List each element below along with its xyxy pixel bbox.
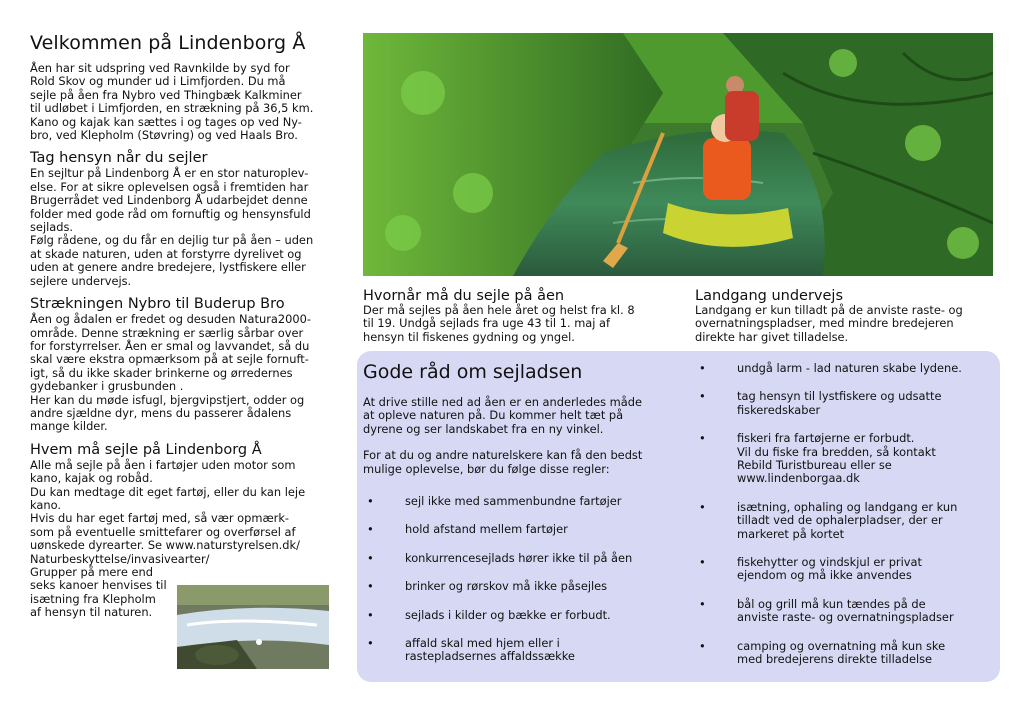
rule-text-line: undgå larm - lad naturen skabe lydene. <box>737 361 962 375</box>
text-line: Hvis du har eget fartøj med, så vær opmærk- <box>30 511 290 526</box>
text-line: Alle må sejle på åen i fartøjer uden motor som <box>30 457 296 472</box>
rule-text-line: Vil du fiske fra bredden, så kontakt <box>737 444 936 459</box>
rule-text-line: fiskeri fra fartøjerne er forbudt. <box>737 431 915 446</box>
text-line: En sejltur på Lindenborg Å er en stor naturoplev- <box>30 166 309 181</box>
rule-text-line: www.lindenborgaa.dk <box>737 471 860 486</box>
advice-intro-paragraph <box>363 396 663 436</box>
advice-intro-paragraph <box>363 449 663 476</box>
text-line: Følg rådene, og du får en dejlig tur på åen – uden <box>30 233 314 248</box>
text-line: at skade naturen, uden at forstyrre dyrelivet og <box>30 246 302 261</box>
canoe-photo <box>363 33 993 276</box>
rule-text-line: sejlads i kilder og bække er forbudt. <box>405 607 611 622</box>
text-line: kano. <box>30 497 61 512</box>
rule-text-line: hold afstand mellem fartøjer <box>405 522 568 537</box>
text-line: seks kanoer henvises til <box>30 578 167 593</box>
text-line: Brugerrådet ved Lindenborg Å udarbejdet denne <box>30 193 308 208</box>
text-line: direkte har givet tilladelse. <box>695 329 849 344</box>
rule-item <box>699 389 992 417</box>
text-line: Åen har sit udspring ved Ravnkilde by syd for <box>30 61 290 75</box>
rule-text-line: affald skal med hjem eller i <box>405 636 560 651</box>
text-line: som på eventuelle smittefarer og overførsel af <box>30 524 296 539</box>
text-line: andre sjældne dyr, mens du passerer ådalens <box>30 405 292 420</box>
rule-text-line: fiskeredskaber <box>737 402 821 417</box>
left-sections <box>30 150 342 619</box>
rules-list-left <box>367 494 665 679</box>
rule-text-line: bål og grill må kun tændes på de <box>737 596 926 611</box>
rule-item <box>699 361 992 375</box>
text-line: Der må sejles på åen hele året og helst fra kl. 8 <box>363 303 635 317</box>
rule-text-line: markeret på kortet <box>737 526 845 541</box>
when-to-sail-section <box>363 288 683 344</box>
text-line: At drive stille ned ad åen er en anderledes måde <box>363 395 642 409</box>
page-title: Velkommen på Lindenborg Å <box>30 32 306 54</box>
rule-item <box>367 636 665 664</box>
text-line: folder med gode råd om fornuftig og hensynsfuld <box>30 206 311 221</box>
text-line: til 19. Undgå sejlads fra uge 43 til 1. maj af <box>363 316 611 331</box>
rule-text-line: konkurrencesejlads hører ikke til på åen <box>405 550 633 565</box>
section-heading: Strækningen Nybro til Buderup Bro <box>30 296 285 313</box>
left-section <box>30 296 342 434</box>
section-text <box>30 313 342 434</box>
bullet-icon: • <box>367 494 374 508</box>
section-text <box>30 167 342 288</box>
rule-item <box>699 596 992 625</box>
text-line: sejle på åen fra Nybro ved Thingbæk Kalkminer <box>30 87 302 102</box>
rule-text-line: sejl ikke med sammenbundne fartøjer <box>405 494 622 508</box>
rules-list-right <box>699 361 992 682</box>
text-line: at opleve naturen på. Du kommer helt tæt på <box>363 408 624 423</box>
text-line: hensyn til fiskenes gydning og yngel. <box>363 329 575 344</box>
text-line: Naturbeskyttelse/invasivearter/ <box>30 551 210 566</box>
text-line: For at du og andre naturelskere kan få den bedst <box>363 448 643 463</box>
bullet-icon: • <box>367 550 374 565</box>
text-line: overnatningspladser, med mindre bredejeren <box>695 316 954 331</box>
rule-item <box>367 522 665 537</box>
text-line: Kano og kajak kan sættes i og tages op ved Ny- <box>30 114 302 129</box>
text-line: Åen og ådalen er fredet og desuden Natura2000- <box>30 312 311 327</box>
bullet-icon: • <box>699 361 706 375</box>
rule-item <box>367 607 665 622</box>
text-line: gydebanker i grusbunden . <box>30 379 184 394</box>
when-to-sail-text <box>363 304 683 344</box>
rule-text-line: med bredejerens direkte tilladelse <box>737 652 933 667</box>
left-column <box>30 32 342 628</box>
text-line: Rold Skov og munder ud i Limfjorden. Du må <box>30 74 286 89</box>
rule-text-line: rastepladsernes affaldssække <box>405 649 575 664</box>
text-line: Landgang er kun tilladt på de anviste raste- og <box>695 303 963 317</box>
rule-item <box>699 555 992 583</box>
landing-text <box>695 304 995 344</box>
bullet-icon: • <box>699 389 706 404</box>
when-to-sail-heading: Hvornår må du sejle på åen <box>363 288 565 304</box>
text-line: for forstyrrelser. Åen er smal og lavvandet, så du <box>30 338 310 353</box>
text-line: Grupper på mere end <box>30 565 153 579</box>
rule-text-line: brinker og rørskov må ikke påsejles <box>405 579 608 594</box>
landing-section <box>695 288 995 344</box>
rule-item <box>367 494 665 508</box>
rule-text-line: ejendom og må ikke anvendes <box>737 568 912 583</box>
rule-item <box>699 638 992 667</box>
bullet-icon: • <box>367 522 374 537</box>
section-heading: Hvem må sejle på Lindenborg Å <box>30 441 262 458</box>
text-line: Her kan du møde isfugl, bjergvipstjert, odder og <box>30 392 305 407</box>
bullet-icon: • <box>699 596 706 611</box>
rule-text-line: camping og overnatning må kun ske <box>737 638 946 653</box>
rule-text-line: Rebild Turistbureau eller se <box>737 458 892 473</box>
section-heading: Tag hensyn når du sejler <box>30 150 208 167</box>
landing-heading: Landgang undervejs <box>695 288 844 304</box>
bullet-icon: • <box>367 607 374 622</box>
bullet-icon: • <box>367 579 374 594</box>
text-line: skal være ekstra opmærksom på at sejle fornuft- <box>30 352 309 367</box>
text-line: bro, ved Klepholm (Støvring) og ved Haals Bro. <box>30 128 298 143</box>
text-line: af hensyn til naturen. <box>30 605 153 620</box>
rule-item <box>699 499 992 541</box>
rule-text-line: anviste raste- og overnatningspladser <box>737 610 954 625</box>
text-line: uønskede dyrearter. Se www.naturstyrelsen.dk/ <box>30 538 300 553</box>
rule-text-line: fiskehytter og vindskjul er privat <box>737 555 922 570</box>
text-line: område. Denne strækning er særlig sårbar over <box>30 325 304 340</box>
text-line: sejlads. <box>30 220 74 235</box>
rule-text-line: tag hensyn til lystfiskere og udsatte <box>737 389 942 404</box>
bullet-icon: • <box>367 636 374 651</box>
rule-item <box>367 550 665 565</box>
text-line: Du kan medtage dit eget fartøj, eller du kan leje <box>30 484 306 499</box>
bullet-icon: • <box>699 555 706 570</box>
text-line: isætning fra Klepholm <box>30 591 156 606</box>
rule-text-line: isætning, ophaling og landgang er kun <box>737 499 958 514</box>
rule-text-line: tilladt ved de ophalerpladser, der er <box>737 513 943 528</box>
text-line: mulige oplevelse, bør du følge disse regler: <box>363 461 610 476</box>
bullet-icon: • <box>699 431 706 446</box>
text-line: mange kilder. <box>30 419 108 434</box>
advice-box-title: Gode råd om sejladsen <box>363 361 583 383</box>
rule-item <box>699 431 992 486</box>
text-line: else. For at sikre oplevelsen også i fremtiden har <box>30 179 309 194</box>
bullet-icon: • <box>699 638 706 653</box>
text-line: til udløbet i Limfjorden, en strækning på 36,5 km. <box>30 101 314 116</box>
text-line: sejlere undervejs. <box>30 273 132 288</box>
text-line: uden at genere andre bredejere, lystfiskere eller <box>30 260 306 275</box>
stream-photo <box>177 585 329 669</box>
text-line: igt, så du ikke skader brinkerne og ørredernes <box>30 365 293 380</box>
text-line: dyrene og ser landskabet fra en ny vinkel. <box>363 421 604 436</box>
bullet-icon: • <box>699 499 706 514</box>
intro-paragraph <box>30 62 342 142</box>
left-section <box>30 150 342 288</box>
advice-box-intro <box>363 396 663 489</box>
text-line: kano, kajak og robåd. <box>30 471 153 486</box>
rule-item <box>367 579 665 594</box>
